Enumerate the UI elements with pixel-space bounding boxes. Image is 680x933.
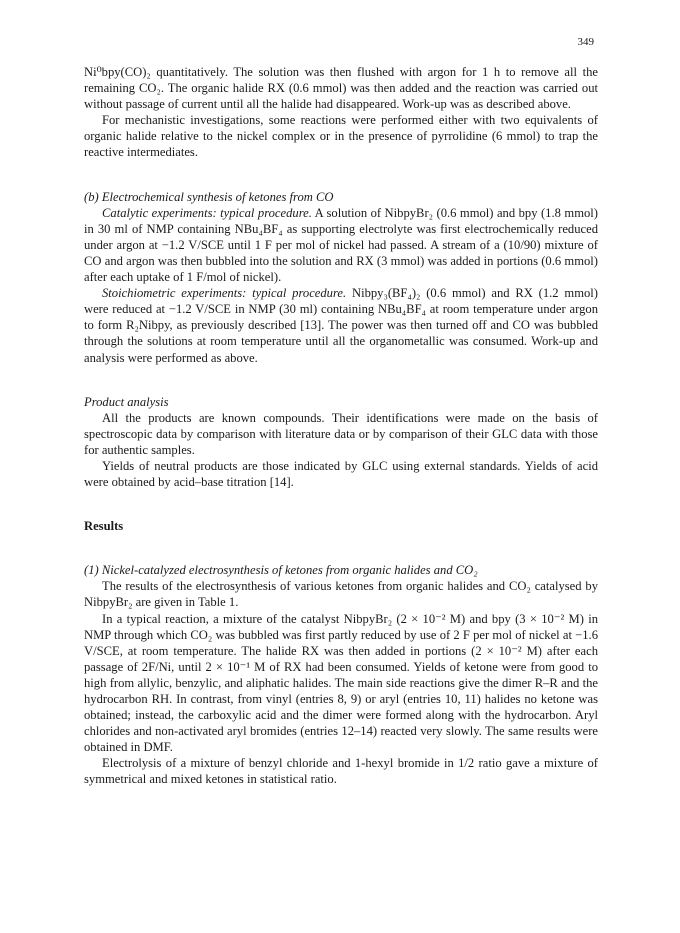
text-catalytic: A solution of NibpyBr₂ (0.6 mmol) and bpy (1.8 mmol) in 30 ml of NMP containing NBu₄BF₄ as supporting electrolyte was first electrochemically reduced under argon at −1.2 V/SCE until 1 F per mol of nickel had passed. A stream of a (10/90) mixture of CO and argon was then bubbled into the solution and RX (3 mmol) was added in portions (0.6 mmol) after each uptake of 1 F/mol of nickel).	[84, 205, 598, 285]
spacer	[84, 161, 598, 189]
paragraph-results-intro: The results of the electrosynthesis of various ketones from organic halides and CO₂ catalysed by NibpyBr₂ are given in Table 1.	[84, 579, 598, 610]
paragraph-stoichiometric	[84, 285, 598, 365]
paragraph-nickel-carbonyl: Ni⁰bpy(CO)₂ quantitatively. The solution was then flushed with argon for 1 h to remove all the remaining CO₂. The organic halide RX (0.6 mmol) was then added and the reaction was carried out without passage of current until all the halide had disappeared. Work-up was as described above.	[84, 65, 598, 112]
spacer	[84, 534, 598, 562]
paragraph-mechanistic: For mechanistic investigations, some reactions were performed either with two equivalents of organic halide relative to the nickel complex or in the presence of pyrrolidine (6 mmol) to trap the reactive intermediates.	[84, 113, 598, 160]
section-heading-results: Results	[84, 519, 124, 534]
spacer	[84, 490, 598, 518]
paragraph-mixed-ketones: Electrolysis of a mixture of benzyl chloride and 1-hexyl bromide in 1/2 ratio gave a mixture of symmetrical and mixed ketones in statistical ratio.	[84, 756, 598, 787]
document-body	[84, 64, 598, 788]
section-heading-product-analysis: Product analysis	[84, 394, 169, 409]
paragraph-catalytic	[84, 205, 598, 285]
section-heading-electrochemical: (b) Electrochemical synthesis of ketones from CO	[84, 189, 334, 204]
spacer	[84, 366, 598, 394]
runin-stoichiometric: Stoichiometric experiments: typical procedure.	[102, 286, 347, 301]
page-number: 349	[577, 36, 594, 48]
runin-catalytic: Catalytic experiments: typical procedure.	[102, 205, 312, 220]
paragraph-typical-reaction: In a typical reaction, a mixture of the catalyst NibpyBr₂ (2 × 10⁻² M) and bpy (3 × 10⁻² M) in NMP through which CO₂ was bubbled was first partly reduced by use of 2 F per mol of nickel at −1.6 V/SCE, at room temperature. The halide RX was then added in portions (2 × 10⁻² M) after each passage of 2F/Ni, until 2 × 10⁻¹ M of RX had been consumed. Yields of ketone were from good to high from allylic, benzylic, and aliphatic halides. The main side reactions give the dimer R–R and the hydrocarbon RH. In contrast, from vinyl (entries 8, 9) or aryl (entries 10, 11) halides no ketone was obtained; instead, the carboxylic acid and the dimer were formed along with the hydrocarbon. Aryl chlorides and non-activated aryl bromides (entries 12–14) reacted very slowly. The same results were obtained in DMF.	[84, 611, 598, 755]
paragraph-product-identification: All the products are known compounds. Their identifications were made on the basis of spectroscopic data by comparison with literature data or by comparison of their GLC data with those for authentic samples.	[84, 410, 598, 457]
paragraph-yields: Yields of neutral products are those indicated by GLC using external standards. Yields of acid were obtained by acid–base titration [14].	[84, 458, 598, 490]
text-stoichiometric: Nibpy₃(BF₄)₂ (0.6 mmol) and RX (1.2 mmol) were reduced at −1.2 V/SCE in NMP (30 ml) containing NBu₄BF₄ at room temperature under argon to form R₂Nibpy, as previously described [13]. The power was then turned off and CO was bubbled through the solutions at room temperature until all the organometallic was consumed. Work-up and analysis were performed as above.	[84, 286, 598, 365]
subsection-heading-nickel-catalyzed: (1) Nickel-catalyzed electrosynthesis of ketones from organic halides and CO₂	[84, 563, 478, 578]
